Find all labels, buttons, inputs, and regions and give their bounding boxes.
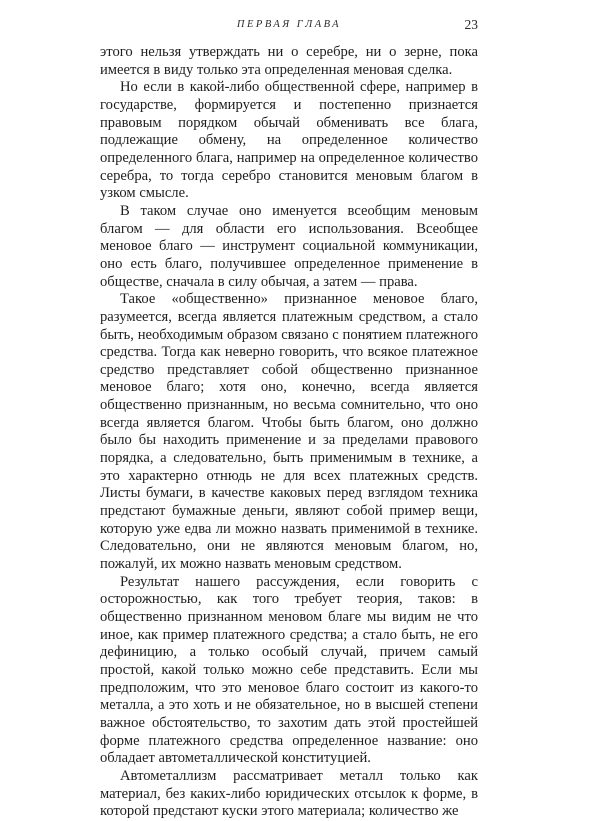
paragraph-continued: этого нельзя утверждать ни о серебре, ни о зерне, пока имеется в виду только эта определенная меновая сделка. (100, 44, 478, 78)
book-page (100, 0, 478, 820)
paragraph: Такое «общественно» признанное меновое благо, разумеется, всегда является платежным средством, а стало быть, необходимым образом связано с понятием платежного средства. Тогда как неверно говорить, что всякое платежное средство представляет собой общественно признанное меновое благо; хотя оно, конечно, всегда является общественно признанным, но весьма сомнительно, что оно всегда является благом. Чтобы быть благом, оно должно было бы находить применение и за пределами правового порядка, а следовательно, быть применимым в технике, а это характерно отнюдь не для всех платежных средств. Листы бумаги, в качестве каковых перед взглядом техника предстают бумажные деньги, являют собой пример вещи, которую уже едва ли можно назвать применимой в технике. Следовательно, они не являются меновым благом, но, пожалуй, их можно назвать меновым средством. (100, 291, 478, 573)
running-title: ПЕРВАЯ ГЛАВА (236, 19, 342, 30)
page-number: 23 (464, 17, 478, 32)
paragraph: Но если в какой-либо общественной сфере, например в государстве, формируется и постепенно признается правовым порядком обычай обменивать все блага, подлежащие обмену, на определенное количество определенного блага, например на определенное количество серебра, то тогда серебро становится меновым благом в узком смысле. (100, 79, 478, 202)
paragraph: В таком случае оно именуется всеобщим меновым благом — для области его использования. Всеобщее меновое благо — инструмент социальной коммуникации, оно есть благо, получившее определенное применение в обществе, сначала в силу обычая, а затем — права. (100, 202, 478, 290)
body-text (100, 44, 478, 821)
paragraph: Автометаллизм рассматривает металл только как материал, без каких-либо юридических отсылок к форме, в которой предстают куски этого материала; количество же (100, 767, 478, 820)
running-header (100, 17, 478, 37)
paragraph: Результат нашего рассуждения, если говорить с осторожностью, как того требует теория, таков: в общественно признанном меновом благе мы видим не что иное, как пример платежного средства; а стало быть, не его дефиницию, а только особый случай, причем самый простой, какой только можно себе представить. Если мы предположим, что это меновое благо состоит из какого-то металла, а это хоть и не обязательное, но в высшей степени важное обстоятельство, то захотим дать этой простейшей форме платежного средства определенное название: оно обладает автометаллической конституцией. (100, 573, 478, 767)
